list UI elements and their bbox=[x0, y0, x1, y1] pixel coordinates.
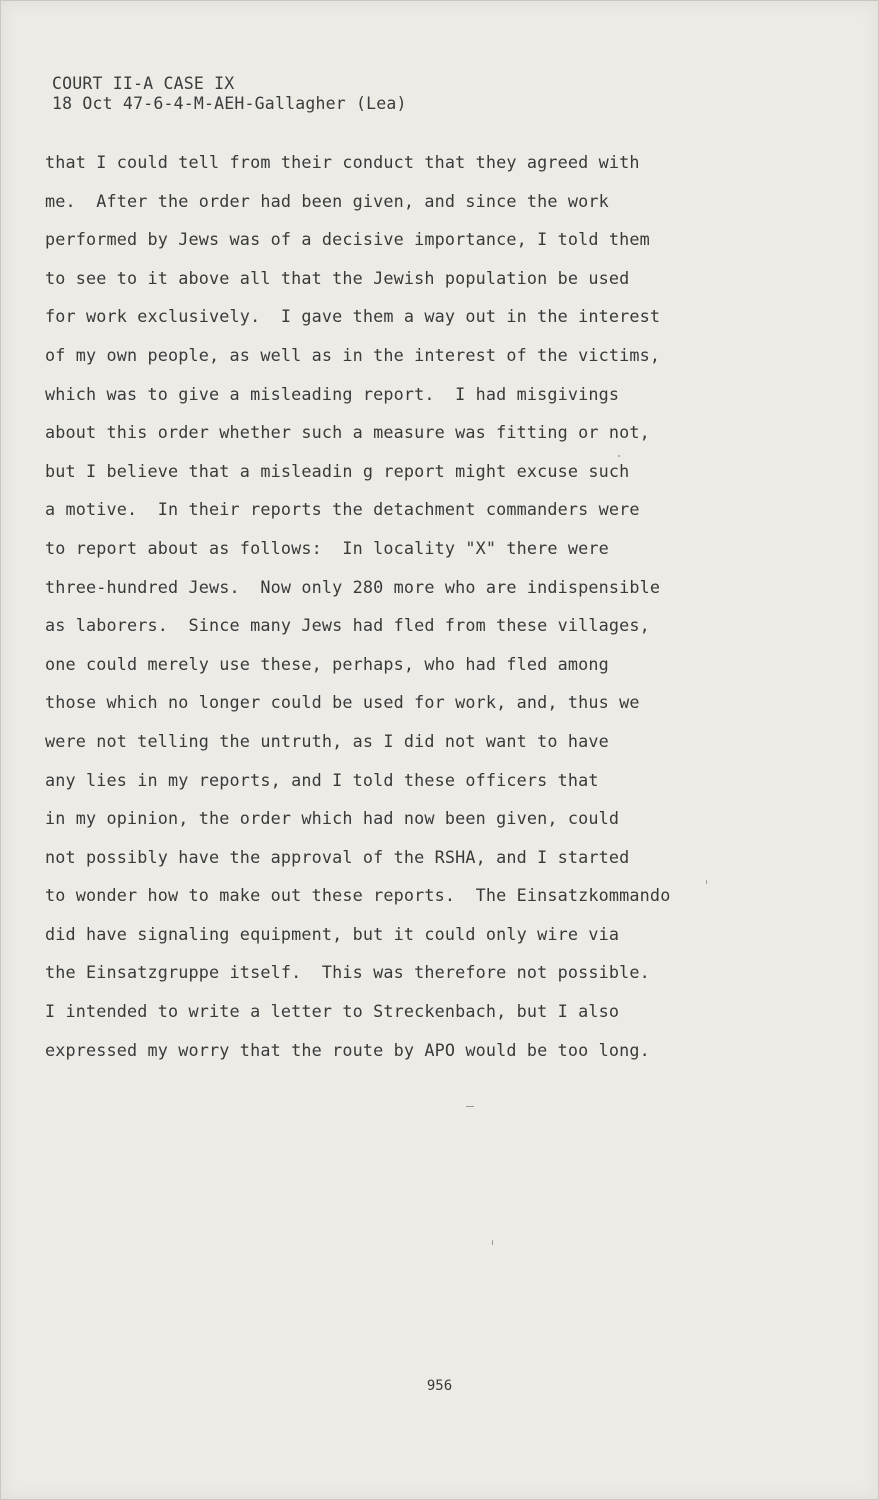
transcript-line: one could merely use these, perhaps, who had fled among bbox=[45, 653, 609, 674]
transcript-line: performed by Jews was of a decisive importance, I told them bbox=[45, 229, 650, 250]
paper-speck bbox=[618, 455, 620, 457]
transcript-line: for work exclusively. I gave them a way out in the interest bbox=[45, 306, 661, 327]
transcript-line: me. After the order had been given, and since the work bbox=[45, 190, 609, 211]
transcript-body bbox=[45, 150, 765, 1076]
transcript-line: were not telling the untruth, as I did not want to have bbox=[45, 730, 609, 751]
document-header bbox=[52, 74, 407, 114]
page-number: 956 bbox=[426, 1378, 453, 1394]
paper-speck bbox=[706, 880, 707, 884]
transcript-line: as laborers. Since many Jews had fled from these villages, bbox=[45, 615, 650, 636]
paper-speck bbox=[492, 1240, 493, 1245]
transcript-line: of my own people, as well as in the interest of the victims, bbox=[45, 344, 661, 365]
transcript-line: to report about as follows: In locality "X" there were bbox=[45, 537, 609, 558]
transcript-line: but I believe that a misleadin g report might excuse such bbox=[45, 460, 630, 481]
transcript-line: those which no longer could be used for work, and, thus we bbox=[45, 692, 640, 713]
header-date-reporter: 18 Oct 47-6-4-M-AEH-Gallagher (Lea) bbox=[52, 94, 407, 113]
transcript-line: three-hundred Jews. Now only 280 more who are indispensible bbox=[45, 576, 661, 597]
transcript-line: that I could tell from their conduct that they agreed with bbox=[45, 152, 640, 172]
transcript-line: to wonder how to make out these reports. The Einsatzkommando bbox=[45, 885, 671, 906]
transcript-line: not possibly have the approval of the RSHA, and I started bbox=[45, 846, 630, 867]
transcript-line: did have signaling equipment, but it could only wire via bbox=[45, 923, 620, 944]
transcript-line: which was to give a misleading report. I had misgivings bbox=[45, 383, 620, 404]
transcript-line: I intended to write a letter to Streckenbach, but I also bbox=[45, 1001, 620, 1022]
transcript-line: to see to it above all that the Jewish population be used bbox=[45, 267, 630, 288]
transcript-line: about this order whether such a measure was fitting or not, bbox=[45, 422, 650, 443]
transcript-line: in my opinion, the order which had now been given, could bbox=[45, 808, 620, 829]
stray-dash-mark bbox=[466, 1106, 474, 1107]
transcript-line: any lies in my reports, and I told these officers that bbox=[45, 769, 599, 790]
transcript-line: a motive. In their reports the detachment commanders were bbox=[45, 499, 640, 520]
header-court-case: COURT II-A CASE IX bbox=[52, 74, 235, 93]
transcript-line: expressed my worry that the route by APO would be too long. bbox=[45, 1039, 650, 1060]
transcript-line: the Einsatzgruppe itself. This was therefore not possible. bbox=[45, 962, 650, 983]
